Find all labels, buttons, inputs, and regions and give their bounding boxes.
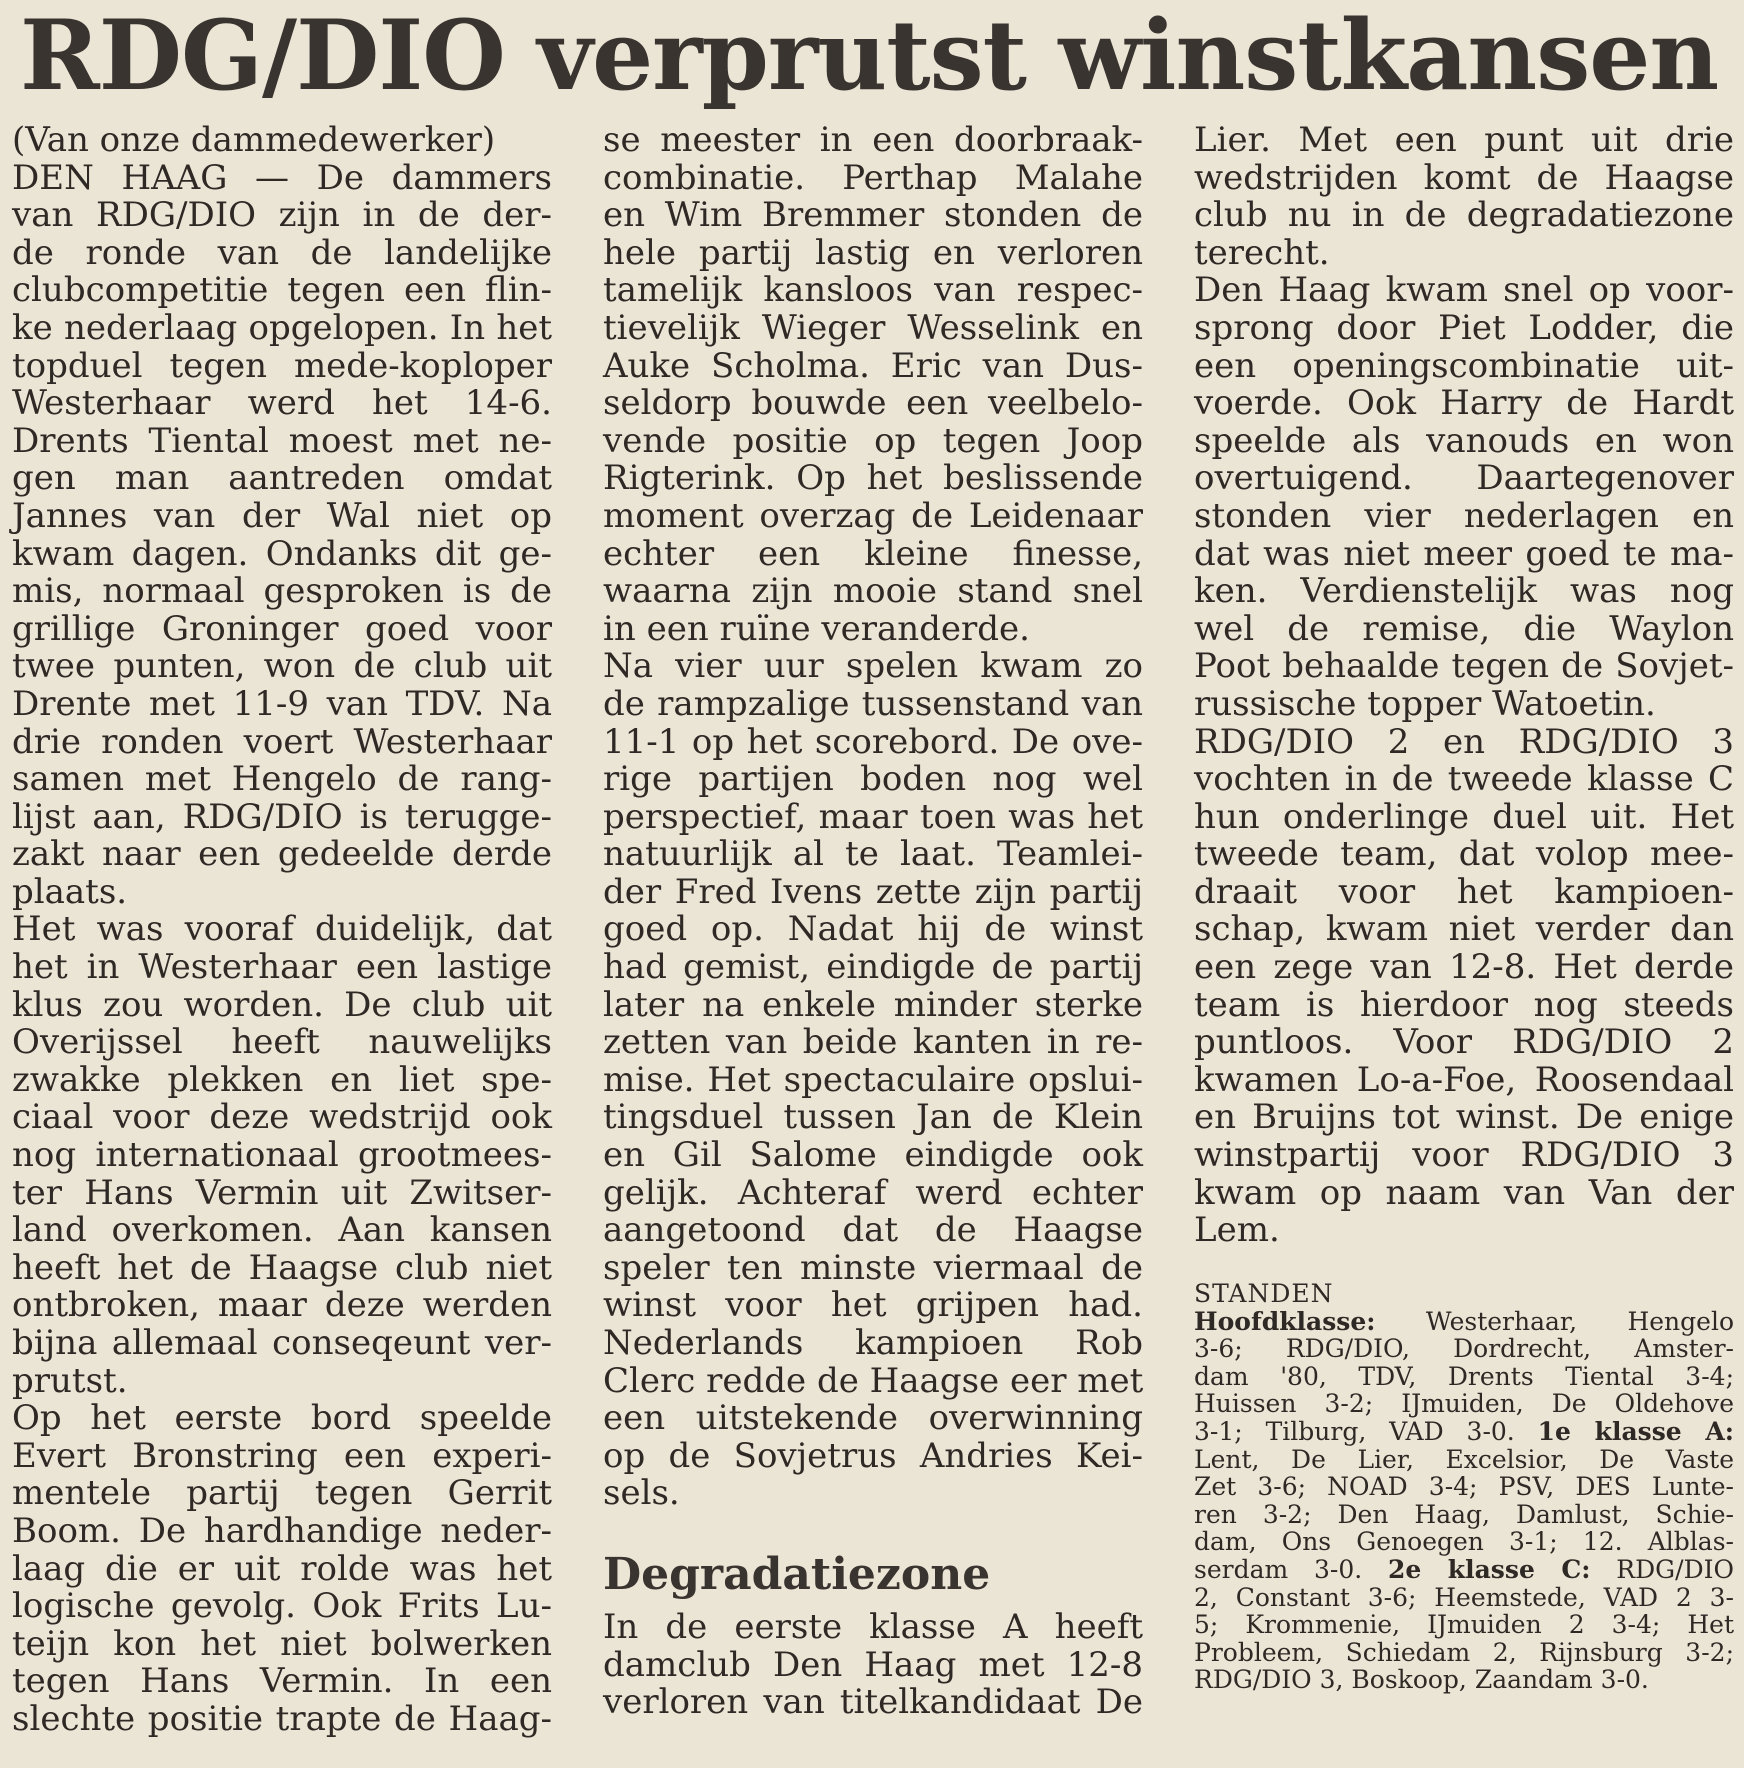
article-line: speelde als vanouds en won — [1194, 420, 1734, 461]
article-line: tweede team, dat volop mee- — [1194, 834, 1734, 875]
standings-text: ren 3-2; Den Haag, Damlust, Schie- — [1194, 1499, 1734, 1529]
article-line: de rampzalige tussenstand van — [603, 683, 1143, 724]
article-line: kwam dagen. Ondanks dit ge- — [12, 533, 552, 574]
article-line: tegen Hans Vermin. In een — [12, 1661, 552, 1702]
article-line: het in Westerhaar een lastige — [12, 947, 552, 988]
standings-class-label: 2e klasse C: — [1387, 1554, 1591, 1584]
standings-text: 2, Constant 3-6; Heemstede, VAD 2 3- — [1194, 1582, 1734, 1612]
article-line: winst voor het grijpen had. — [603, 1285, 1143, 1326]
article-line: teijn kon het niet bolwerken — [12, 1623, 552, 1664]
article-line: tievelijk Wieger Wesselink en — [603, 307, 1143, 348]
article-line: lijst aan, RDG/DIO is terugge- — [12, 796, 552, 837]
standings-line — [1194, 1666, 1734, 1694]
article-line: Drente met 11-9 van TDV. Na — [12, 683, 552, 724]
article-line: Den Haag kwam snel op voor- — [1194, 270, 1734, 311]
article-line: puntloos. Voor RDG/DIO 2 — [1194, 1022, 1734, 1063]
standings-line — [1194, 1308, 1734, 1336]
article-line: had gemist, eindigde de partij — [603, 947, 1143, 988]
article-line: grillige Groninger goed voor — [12, 608, 552, 649]
article-column-2 — [603, 122, 1143, 1722]
article-line: ter Hans Vermin uit Zwitser- — [12, 1172, 552, 1213]
standings-class-label: Hoofdklasse: — [1194, 1306, 1376, 1336]
article-line: combinatie. Perthap Malahe — [603, 157, 1143, 198]
standings-text: RDG/DIO — [1590, 1554, 1734, 1584]
standings-text: dam '80, TDV, Drents Tiental 3-4; — [1194, 1361, 1734, 1391]
article-line: echter een kleine finesse, — [603, 533, 1143, 574]
article-line: Clerc redde de Haagse eer met — [603, 1360, 1144, 1401]
article-line: een openingscombinatie uit- — [1194, 345, 1734, 386]
standings-line — [1194, 1418, 1734, 1446]
article-line: ken. Verdienstelijk was nog — [1194, 571, 1734, 612]
standings-text: dam, Ons Genoegen 3-1; 12. Alblas- — [1194, 1527, 1734, 1557]
standings-text: Lent, De Lier, Excelsior, De Vaste — [1194, 1444, 1734, 1474]
article-line: der Fred Ivens zette zijn partij — [603, 871, 1143, 912]
standings-text: RDG/DIO 3, Boskoop, Zaandam 3-0. — [1194, 1665, 1649, 1695]
standings-line — [1194, 1528, 1734, 1556]
article-line: RDG/DIO 2 en RDG/DIO 3 — [1194, 721, 1734, 762]
article-line: Lem. — [1194, 1210, 1280, 1251]
article-line: sprong door Piet Lodder, die — [1194, 307, 1734, 348]
headline: RDG/DIO verprutst winstkansen — [20, 0, 1719, 112]
article-line: stonden vier nederlagen en — [1194, 495, 1734, 536]
article-line: zetten van beide kanten in re- — [603, 1022, 1143, 1063]
standings-line — [1194, 1335, 1734, 1363]
article-line: wel de remise, die Waylon — [1194, 608, 1734, 649]
article-line: In de eerste klasse A heeft — [603, 1606, 1143, 1647]
article-line: land overkomen. Aan kansen — [12, 1210, 552, 1251]
article-line: 11-1 op het scorebord. De ove- — [603, 721, 1143, 762]
article-line: clubcompetitie tegen een flin- — [12, 270, 552, 311]
article-line: Drents Tiental moest met ne- — [12, 420, 552, 461]
article-line: moment overzag de Leidenaar — [603, 495, 1143, 536]
standings-class-label: 1e klasse A: — [1537, 1416, 1734, 1446]
article-line: drie ronden voert Westerhaar — [12, 721, 552, 762]
article-line: vochten in de tweede klasse C — [1194, 759, 1734, 800]
article-line: klus zou worden. De club uit — [12, 984, 552, 1025]
article-line: Jannes van der Wal niet op — [12, 495, 552, 536]
article-line: (Van onze dammedewerker) — [12, 120, 496, 160]
article-line: op de Sovjetrus Andries Kei- — [603, 1435, 1143, 1476]
article-line: wedstrijden komt de Haagse — [1194, 157, 1734, 198]
article-line: vende positie op tegen Joop — [603, 420, 1143, 461]
article-line: terecht. — [1194, 232, 1330, 273]
standings-line — [1194, 1584, 1734, 1612]
article-line: in een ruïne veranderde. — [603, 608, 1030, 649]
article-line: Westerhaar werd het 14-6. — [12, 383, 552, 424]
article-line: rige partijen boden nog wel — [603, 759, 1143, 800]
article-line: kwamen Lo-a-Foe, Roosendaal — [1194, 1059, 1734, 1100]
article-line: waarna zijn mooie stand snel — [603, 571, 1143, 612]
article-line: Het was vooraf duidelijk, dat — [12, 909, 552, 950]
article-line: een zege van 12-8. Het derde — [1194, 947, 1734, 988]
article-line: tamelijk kansloos van respec- — [603, 270, 1143, 311]
article-line: mentele partij tegen Gerrit — [12, 1473, 552, 1514]
article-line: natuurlijk al te laat. Teamlei- — [603, 834, 1143, 875]
article-line: van RDG/DIO zijn in de der- — [12, 195, 552, 236]
article-line: een uitstekende overwinning — [603, 1398, 1143, 1439]
article-line: schap, kwam niet verder dan — [1194, 909, 1734, 950]
article-line: gen man aantreden omdat — [12, 458, 552, 499]
article-line: gelijk. Achteraf werd echter — [603, 1172, 1143, 1213]
article-line: Poot behaalde tegen de Sovjet- — [1194, 646, 1734, 687]
article-line: winstpartij voor RDG/DIO 3 — [1194, 1135, 1734, 1176]
standings-line — [1194, 1611, 1734, 1639]
standings-line — [1194, 1556, 1734, 1584]
article-line: en Bruijns tot winst. De enige — [1194, 1097, 1734, 1138]
article-line: tingsduel tussen Jan de Klein — [603, 1097, 1143, 1138]
article-line: Overijssel heeft nauwelijks — [12, 1022, 552, 1063]
article-line: logische gevolg. Ook Frits Lu- — [12, 1586, 552, 1627]
article-line: mise. Het spectaculaire opslui- — [603, 1059, 1143, 1100]
article-line: Auke Scholma. Eric van Dus- — [603, 345, 1143, 386]
standings-line — [1194, 1639, 1734, 1667]
article-line: Evert Bronstring een experi- — [12, 1435, 552, 1476]
article-line: Nederlands kampioen Rob — [603, 1323, 1143, 1363]
article-line: aangetoond dat de Haagse — [603, 1210, 1143, 1251]
standings-text: Probleem, Schiedam 2, Rijnsburg 3-2; — [1194, 1637, 1734, 1667]
article-line: zwakke plekken en liet spe- — [12, 1059, 552, 1100]
article-line: perspectief, maar toen was het — [603, 796, 1143, 837]
article-line: ontbroken, maar deze werden — [12, 1285, 552, 1326]
standings-text: Westerhaar, Hengelo — [1375, 1306, 1734, 1336]
article-line: russische topper Watoetin. — [1194, 683, 1656, 724]
article-line: voerde. Ook Harry de Hardt — [1194, 383, 1734, 424]
standings-text: Huissen 3-2; IJmuiden, De Oldehove — [1194, 1389, 1734, 1419]
article-line: hun onderlinge duel uit. Het — [1194, 796, 1734, 837]
standings-text: 3-6; RDG/DIO, Dordrecht, Amster- — [1194, 1334, 1734, 1364]
standings-box — [1194, 1280, 1734, 1694]
article-line: verloren van titelkandidaat De — [603, 1682, 1143, 1723]
article-line: twee punten, won de club uit — [12, 646, 552, 687]
article-line: plaats. — [12, 871, 128, 912]
article-line: kwam op naam van Van der — [1194, 1172, 1734, 1213]
article-line: dat was niet meer goed te ma- — [1194, 533, 1734, 574]
article-line: se meester in een doorbraak- — [603, 120, 1143, 160]
article-line: sels. — [603, 1473, 680, 1514]
article-line: topduel tegen mede-koploper — [12, 345, 552, 386]
article-line: Rigterink. Op het beslissende — [603, 458, 1143, 499]
article-line: samen met Hengelo de rang- — [12, 759, 552, 800]
article-line: de ronde van de landelijke — [12, 232, 552, 273]
article-line: damclub Den Haag met 12-8 — [603, 1644, 1143, 1685]
standings-line — [1194, 1363, 1734, 1391]
article-line: ciaal voor deze wedstrijd ook — [12, 1097, 552, 1138]
article-column-3 — [1194, 122, 1734, 1250]
article-line: laag die er uit rolde was het — [12, 1548, 552, 1589]
article-line: goed op. Nadat hij de winst — [603, 909, 1143, 950]
article-line: slechte positie trapte de Haag- — [12, 1698, 552, 1739]
article-line: Op het eerste bord speelde — [12, 1398, 552, 1439]
article-line: hele partij lastig en verloren — [603, 232, 1143, 273]
standings-title: STANDEN — [1194, 1279, 1334, 1308]
standings-line — [1194, 1390, 1734, 1418]
article-line: team is hierdoor nog steeds — [1194, 984, 1734, 1025]
article-line: en Wim Bremmer stonden de — [603, 195, 1143, 236]
subheading: Degradatiezone — [603, 1548, 991, 1600]
standings-text: 5; Krommenie, IJmuiden 2 3-4; Het — [1194, 1610, 1734, 1640]
article-line: club nu in de degradatiezone — [1194, 195, 1734, 236]
article-line: ke nederlaag opgelopen. In het — [12, 307, 552, 348]
standings-line — [1194, 1446, 1734, 1474]
article-line: zakt naar een gedeelde derde — [12, 834, 552, 875]
article-line: draait voor het kampioen- — [1194, 871, 1734, 912]
article-line: overtuigend. Daartegenover — [1194, 458, 1734, 499]
article-line: heeft het de Haagse club niet — [12, 1247, 552, 1288]
article-line: nog internationaal grootmees- — [12, 1135, 552, 1176]
article-line: later na enkele minder sterke — [603, 984, 1143, 1025]
standings-line — [1194, 1473, 1734, 1501]
article-line: en Gil Salome eindigde ook — [603, 1135, 1143, 1176]
article-line: Lier. Met een punt uit drie — [1194, 120, 1734, 160]
article-line: bijna allemaal conseqeunt ver- — [12, 1323, 552, 1363]
article-line: prutst. — [12, 1360, 128, 1401]
article-column-1 — [12, 122, 552, 1739]
standings-line — [1194, 1501, 1734, 1529]
article-line: Boom. De hardhandige neder- — [12, 1510, 552, 1551]
standings-text: serdam 3-0. — [1194, 1554, 1388, 1584]
article-line: speler ten minste viermaal de — [603, 1247, 1143, 1288]
article-line: DEN HAAG — De dammers — [12, 157, 552, 198]
standings-text: Zet 3-6; NOAD 3-4; PSV, DES Lunte- — [1194, 1472, 1734, 1502]
standings-text: 3-1; Tilburg, VAD 3-0. — [1194, 1416, 1538, 1446]
article-line: mis, normaal gesproken is de — [12, 571, 552, 612]
article-line: Na vier uur spelen kwam zo — [603, 646, 1143, 687]
article-line: seldorp bouwde een veelbelo- — [603, 383, 1143, 424]
